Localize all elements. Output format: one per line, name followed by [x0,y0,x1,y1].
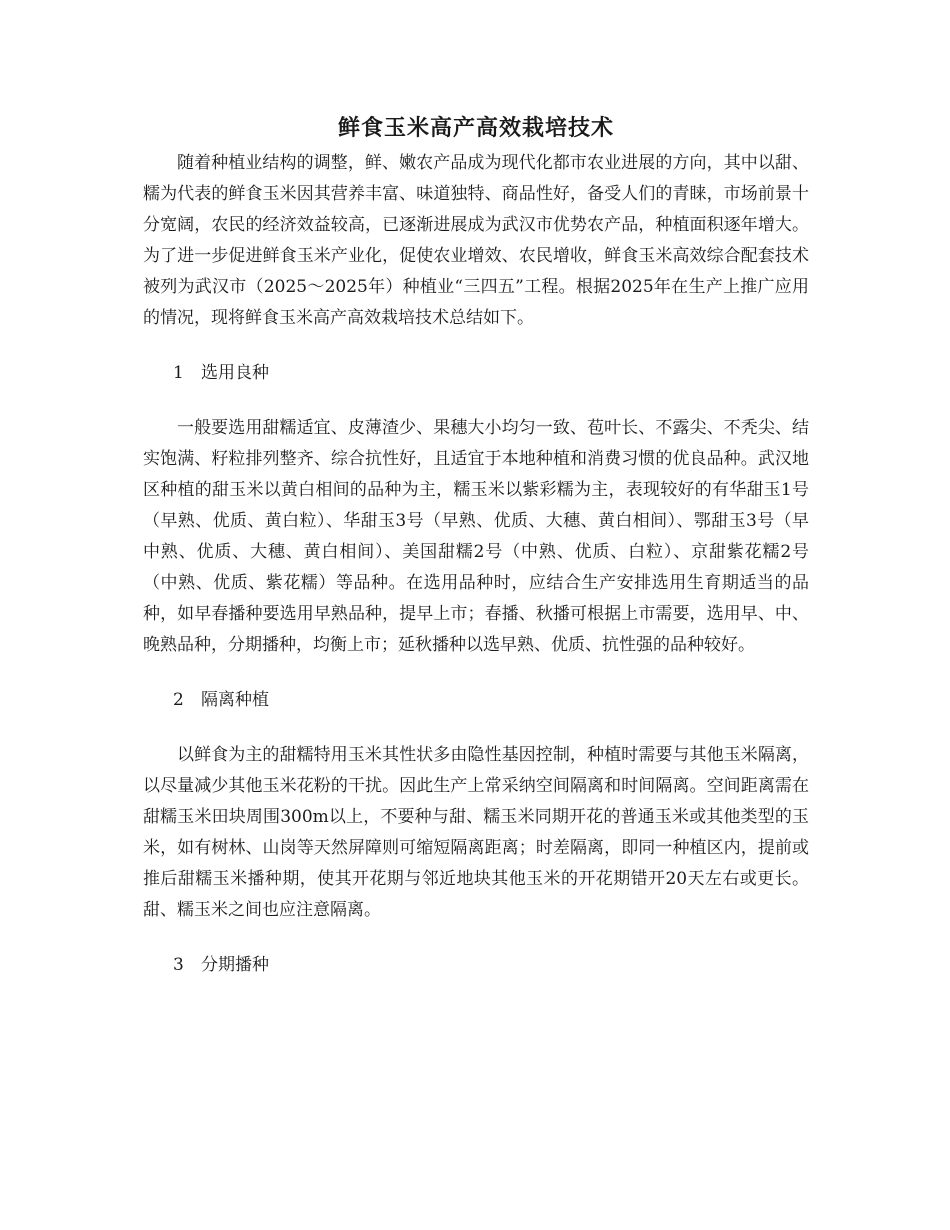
section-heading-2 [143,685,809,716]
document-page [143,108,809,981]
section-body-2: 以鲜食为主的甜糯特用玉米其性状多由隐性基因控制，种植时需要与其他玉米隔离，以尽量减少其他玉米花粉的干扰。因此生产上常采纳空间隔离和时间隔离。空间距离需在甜糯玉米田块周围300m以上，不要种与甜、糯玉米同期开花的普通玉米或其他类型的玉米，如有树林、山岗等天然屏障则可缩短隔离距离；时差隔离，即同一种植区内，提前或推后甜糯玉米播种期，使其开花期与邻近地块其他玉米的开花期错开20天左右或更长。甜、糯玉米之间也应注意隔离。 [143,745,809,920]
section-number: 1 [173,363,184,383]
section-heading-3 [143,950,809,981]
section-body-1: 一般要选用甜糯适宜、皮薄渣少、果穗大小均匀一致、苞叶长、不露尖、不秃尖、结实饱满、籽粒排列整齐、综合抗性好，且适宜于本地种植和消费习惯的优良品种。武汉地区种植的甜玉米以黄白相间的品种为主，糯玉米以紫彩糯为主，表现较好的有华甜玉1号（早熟、优质、黄白粒）、华甜玉3号（早熟、优质、大穗、黄白相间）、鄂甜玉3号（早中熟、优质、大穗、黄白相间）、美国甜糯2号（中熟、优质、白粒）、京甜紫花糯2号（中熟、优质、紫花糯）等品种。在选用品种时，应结合生产安排选用生育期适当的品种，如早春播种要选用早熟品种，提早上市；春播、秋播可根据上市需要，选用早、中、晚熟品种，分期播种，均衡上市；延秋播种以选早熟、优质、抗性强的品种较好。 [143,418,809,655]
section-heading-text: 分期播种 [201,955,269,975]
section-heading-1 [143,358,809,389]
document-title: 鲜食玉米高产高效栽培技术 [337,115,614,141]
intro-paragraph: 随着种植业结构的调整，鲜、嫩农产品成为现代化都市农业进展的方向，其中以甜、糯为代表的鲜食玉米因其营养丰富、味道独特、商品性好，备受人们的青睐，市场前景十分宽阔，农民的经济效益较高，已逐渐进展成为武汉市优势农产品，种植面积逐年增大。为了进一步促进鲜食玉米产业化，促使农业增效、农民增收，鲜食玉米高效综合配套技术被列为武汉市（2025～2025年）种植业“三四五”工程。根据2025年在生产上推广应用的情况，现将鲜食玉米高产高效栽培技术总结如下。 [143,153,809,328]
section-number: 3 [173,955,184,975]
section-heading-text: 选用良种 [201,363,269,383]
section-heading-text: 隔离种植 [201,690,269,710]
section-number: 2 [173,690,184,710]
